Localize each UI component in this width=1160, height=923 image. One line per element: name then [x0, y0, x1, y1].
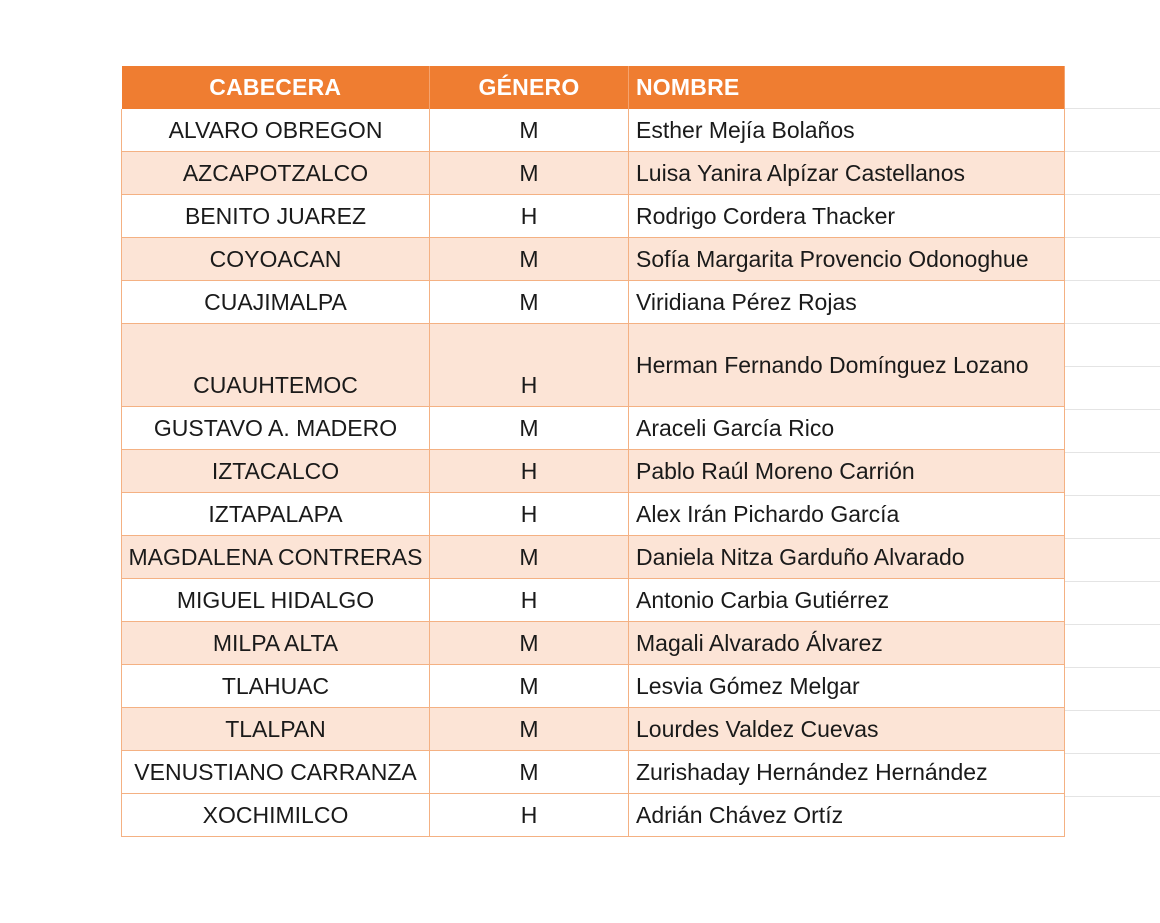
cell-cabecera[interactable]: AZCAPOTZALCO [122, 152, 430, 195]
table-row [122, 794, 1065, 837]
cell-nombre[interactable]: Adrián Chávez Ortíz [629, 794, 1065, 837]
cell-cabecera[interactable]: MILPA ALTA [122, 622, 430, 665]
cell-genero[interactable]: M [430, 708, 629, 751]
cell-nombre[interactable]: Sofía Margarita Provencio Odonoghue [629, 238, 1065, 281]
cell-nombre[interactable]: Magali Alvarado Álvarez [629, 622, 1065, 665]
table-row [122, 324, 1065, 407]
cell-nombre[interactable]: Pablo Raúl Moreno Carrión [629, 450, 1065, 493]
cell-cabecera[interactable]: CUAJIMALPA [122, 281, 430, 324]
table-row [122, 450, 1065, 493]
table-row [122, 708, 1065, 751]
cell-cabecera[interactable]: MIGUEL HIDALGO [122, 579, 430, 622]
cell-nombre[interactable]: Alex Irán Pichardo García [629, 493, 1065, 536]
table-row [122, 195, 1065, 238]
table-body [122, 109, 1065, 837]
spreadsheet-gridlines [1064, 66, 1160, 839]
table-row [122, 238, 1065, 281]
cell-genero[interactable]: M [430, 238, 629, 281]
cell-nombre[interactable]: Herman Fernando Domínguez Lozano [629, 324, 1065, 407]
cell-genero[interactable]: H [430, 794, 629, 837]
cell-cabecera[interactable]: VENUSTIANO CARRANZA [122, 751, 430, 794]
cell-cabecera[interactable]: COYOACAN [122, 238, 430, 281]
table-row [122, 493, 1065, 536]
table-row [122, 751, 1065, 794]
table-row [122, 536, 1065, 579]
cell-nombre[interactable]: Lourdes Valdez Cuevas [629, 708, 1065, 751]
cell-nombre[interactable]: Rodrigo Cordera Thacker [629, 195, 1065, 238]
cell-nombre[interactable]: Esther Mejía Bolaños [629, 109, 1065, 152]
table-row [122, 407, 1065, 450]
cell-nombre[interactable]: Zurishaday Hernández Hernández [629, 751, 1065, 794]
column-header-genero[interactable]: GÉNERO [430, 66, 629, 109]
cell-genero[interactable]: H [430, 324, 629, 407]
header-row [122, 66, 1065, 109]
cell-cabecera[interactable]: TLALPAN [122, 708, 430, 751]
cell-genero[interactable]: M [430, 751, 629, 794]
cell-genero[interactable]: M [430, 622, 629, 665]
cell-cabecera[interactable]: IZTAPALAPA [122, 493, 430, 536]
column-header-cabecera[interactable]: CABECERA [122, 66, 430, 109]
cell-cabecera[interactable]: TLAHUAC [122, 665, 430, 708]
table-row [122, 152, 1065, 195]
cell-genero[interactable]: H [430, 579, 629, 622]
cell-genero[interactable]: H [430, 195, 629, 238]
cell-genero[interactable]: M [430, 536, 629, 579]
table-row [122, 109, 1065, 152]
cell-cabecera[interactable]: ALVARO OBREGON [122, 109, 430, 152]
cell-genero[interactable]: H [430, 493, 629, 536]
cell-genero[interactable]: M [430, 407, 629, 450]
cell-nombre[interactable]: Araceli García Rico [629, 407, 1065, 450]
cell-cabecera[interactable]: BENITO JUAREZ [122, 195, 430, 238]
cell-genero[interactable]: M [430, 665, 629, 708]
cell-nombre[interactable]: Luisa Yanira Alpízar Castellanos [629, 152, 1065, 195]
cell-cabecera[interactable]: CUAUHTEMOC [122, 324, 430, 407]
cell-nombre[interactable]: Daniela Nitza Garduño Alvarado [629, 536, 1065, 579]
column-header-nombre[interactable]: NOMBRE [629, 66, 1065, 109]
cell-genero[interactable]: M [430, 281, 629, 324]
cell-cabecera[interactable]: GUSTAVO A. MADERO [122, 407, 430, 450]
cell-nombre[interactable]: Lesvia Gómez Melgar [629, 665, 1065, 708]
cell-genero[interactable]: M [430, 152, 629, 195]
table-row [122, 665, 1065, 708]
cell-nombre[interactable]: Antonio Carbia Gutiérrez [629, 579, 1065, 622]
cell-cabecera[interactable]: IZTACALCO [122, 450, 430, 493]
cell-genero[interactable]: H [430, 450, 629, 493]
cell-nombre[interactable]: Viridiana Pérez Rojas [629, 281, 1065, 324]
table-row [122, 622, 1065, 665]
cell-cabecera[interactable]: XOCHIMILCO [122, 794, 430, 837]
table-row [122, 281, 1065, 324]
cell-cabecera[interactable]: MAGDALENA CONTRERAS [122, 536, 430, 579]
table-row [122, 579, 1065, 622]
table-header [122, 66, 1065, 109]
candidates-table [121, 66, 1065, 837]
cell-genero[interactable]: M [430, 109, 629, 152]
